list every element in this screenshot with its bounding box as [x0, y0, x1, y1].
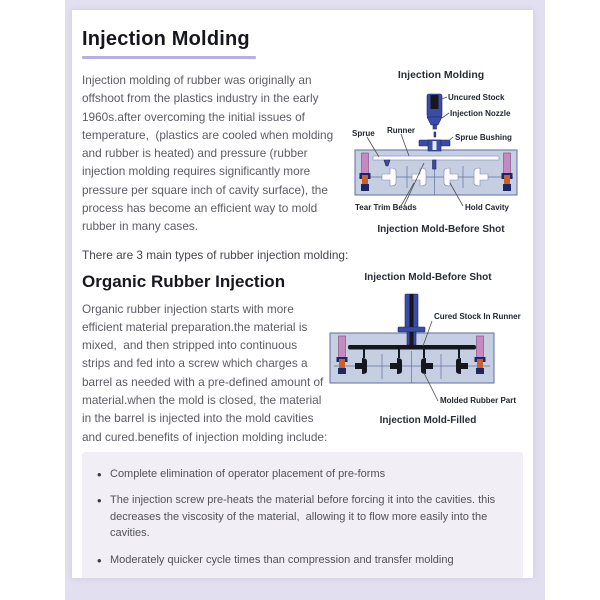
title-underline	[82, 56, 256, 59]
label-sprue: Sprue	[352, 129, 375, 138]
intro-section	[82, 69, 527, 236]
label-sprue-bushing: Sprue Bushing	[455, 133, 512, 142]
types-line: There are 3 main types of rubber injection molding:	[82, 247, 349, 262]
diagram1-caption: Injection Mold-Before Shot	[377, 224, 505, 235]
uncured-stock	[431, 95, 439, 109]
list-item: • Moderately quicker cycle times than compression and transfer molding	[94, 552, 509, 569]
article-card	[72, 10, 533, 578]
label-injection-nozzle: Injection Nozzle	[450, 109, 511, 118]
diagram-injection-mold-before-shot	[351, 69, 531, 236]
page-title: Injection Molding	[82, 28, 250, 50]
diagram2-caption-top: Injection Mold-Before Shot	[364, 271, 492, 283]
organic-section	[82, 270, 527, 446]
label-tear-trim-beads: Tear Trim Beads	[355, 203, 417, 212]
sprue-bushing	[419, 140, 450, 151]
label-runner: Runner	[387, 126, 415, 135]
diagram-injection-mold-filled	[328, 270, 528, 446]
article-panel	[65, 0, 545, 600]
filled-mold-diagram	[328, 291, 528, 411]
label-uncured-stock: Uncured Stock	[448, 93, 505, 102]
list-item: • Complete elimination of operator placement of pre-forms	[94, 466, 509, 483]
label-molded-rubber-part: Molded Rubber Part	[440, 395, 517, 405]
diagram2-caption-bottom: Injection Mold-Filled	[379, 414, 477, 426]
cured-runner	[348, 345, 476, 350]
benefits-list	[82, 452, 523, 578]
list-item: • The injection screw pre-heats the material before forcing it into the cavities. this decreases the viscosity of the material, allowing it to flow more easily into the cavities.	[94, 492, 509, 542]
diagram1-title: Injection Molding	[397, 69, 485, 81]
section-heading: Organic Rubber Injection	[82, 271, 286, 291]
intro-paragraph: Injection molding of rubber was originally an offshoot from the plastics industry in the early 1960s.after overcoming the initial issues of temperature, (plastics are cooled when molding and rubber is heated) and pressure (rubber injection molding requires significantly more pressure per square inch of cavity surface), the process has become an efficient way to mold rubber in many cases.	[82, 73, 337, 234]
injection-mold-diagram	[351, 90, 529, 220]
label-hold-cavity: Hold Cavity	[465, 203, 510, 212]
runner-channel	[373, 156, 499, 160]
section-paragraph: Organic rubber injection starts with more efficient material preparation.the material is mixed, and then stripped into continuous strips and fed into a screw which charges a barrel as needed with a pre-defined amount of material.when the mold is closed, the material in the barrel is injected into the mold cavities and cured.benefits of injection molding include:	[82, 301, 328, 444]
label-cured-stock-in-runner: Cured Stock In Runner	[434, 311, 521, 321]
injection-nozzle	[427, 94, 442, 137]
